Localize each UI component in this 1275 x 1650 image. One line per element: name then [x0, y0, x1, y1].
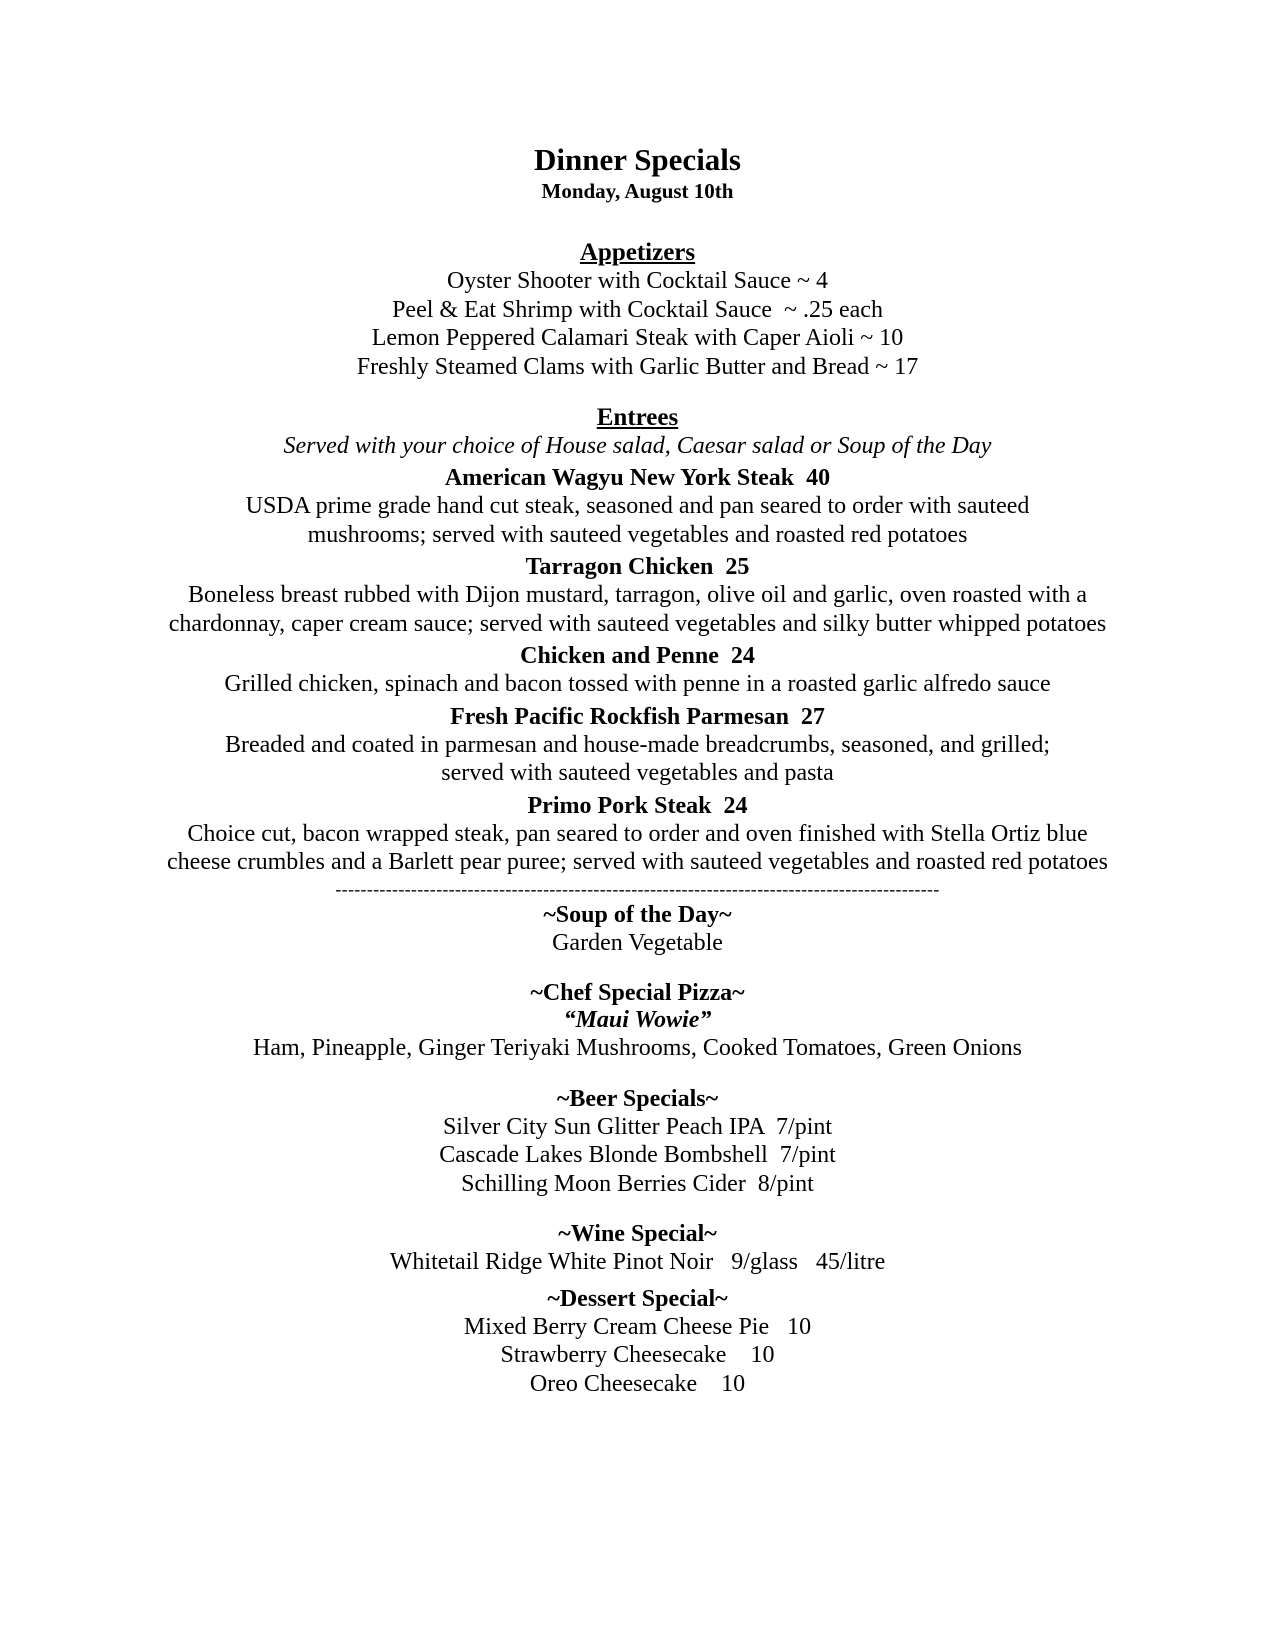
pizza-heading: ~Chef Special Pizza~: [530, 980, 745, 1006]
dessert-item: Oreo Cheesecake 10: [529, 1370, 746, 1397]
appetizer-item: Lemon Peppered Calamari Steak with Caper Aioli ~ 10: [371, 325, 904, 351]
soup-item: Garden Vegetable: [552, 929, 723, 956]
entrees-heading: Entrees: [596, 404, 679, 431]
entree-title: American Wagyu New York Steak 40: [444, 465, 831, 491]
entree-item: [0, 792, 1275, 877]
entree-item: [0, 553, 1275, 638]
spacer: [0, 1198, 1275, 1220]
wine-heading: ~Wine Special~: [558, 1221, 717, 1247]
entree-item: [0, 464, 1275, 549]
entree-title: Tarragon Chicken 25: [525, 554, 750, 580]
spacer: [0, 204, 1275, 238]
section-divider: ------------------------------------------------------------------------------------------------: [335, 878, 940, 899]
entree-description: cheese crumbles and a Barlett pear puree; served with sauteed vegetables and roasted red potatoes: [167, 849, 1108, 875]
wine-item: Whitetail Ridge White Pinot Noir 9/glass 45/litre: [389, 1249, 886, 1275]
pizza-section: [0, 979, 1275, 1063]
beer-item: Silver City Sun Glitter Peach IPA 7/pint: [442, 1113, 833, 1140]
dessert-heading: ~Dessert Special~: [547, 1285, 728, 1312]
pizza-name: “Maui Wowie”: [563, 1007, 712, 1033]
entree-description: chardonnay, caper cream sauce; served with sauteed vegetables and silky butter whipped potatoes: [168, 610, 1107, 637]
entree-description: mushrooms; served with sauteed vegetables and roasted red potatoes: [307, 521, 968, 548]
wine-section: [0, 1220, 1275, 1277]
soup-section: [0, 901, 1275, 958]
entree-title: Fresh Pacific Rockfish Parmesan 27: [450, 703, 825, 730]
spacer: [0, 1277, 1275, 1285]
appetizer-item: Oyster Shooter with Cocktail Sauce ~ 4: [447, 268, 828, 294]
dessert-section: [0, 1285, 1275, 1399]
appetizers-heading: Appetizers: [579, 239, 696, 266]
page-title: Dinner Specials: [534, 142, 741, 177]
entrees-section: [0, 403, 1275, 877]
dessert-item: Mixed Berry Cream Cheese Pie 10: [463, 1313, 812, 1340]
entree-title: Primo Pork Steak 24: [527, 792, 748, 819]
appetizer-item: Freshly Steamed Clams with Garlic Butter and Bread ~ 17: [356, 353, 919, 380]
dessert-item: Strawberry Cheesecake 10: [500, 1342, 775, 1368]
spacer: [0, 381, 1275, 403]
entree-description: served with sauteed vegetables and pasta: [441, 760, 834, 786]
entree-description: USDA prime grade hand cut steak, seasoned and pan seared to order with sauteed: [245, 493, 1030, 519]
appetizer-item: Peel & Eat Shrimp with Cocktail Sauce ~ .25 each: [392, 296, 883, 323]
menu-date: Monday, August 10th: [541, 179, 734, 203]
beer-section: [0, 1085, 1275, 1199]
entree-description: Grilled chicken, spinach and bacon tossed with penne in a roasted garlic alfredo sauce: [224, 671, 1051, 697]
entree-title: Chicken and Penne 24: [520, 643, 755, 669]
entrees-note: Served with your choice of House salad, Caesar salad or Soup of the Day: [283, 433, 992, 459]
beer-item: Schilling Moon Berries Cider 8/pint: [461, 1170, 814, 1197]
spacer: [0, 1063, 1275, 1085]
beer-heading: ~Beer Specials~: [556, 1085, 719, 1112]
beer-item: Cascade Lakes Blonde Bombshell 7/pint: [439, 1142, 836, 1168]
appetizers-section: [0, 238, 1275, 381]
pizza-description: Ham, Pineapple, Ginger Teriyaki Mushrooms, Cooked Tomatoes, Green Onions: [253, 1035, 1022, 1061]
entree-item: [0, 703, 1275, 788]
entree-description: Breaded and coated in parmesan and house-made breadcrumbs, seasoned, and grilled;: [224, 731, 1051, 758]
spacer: [0, 957, 1275, 979]
entree-description: Choice cut, bacon wrapped steak, pan seared to order and oven finished with Stella Ortiz blue: [187, 820, 1088, 847]
entree-item: [0, 642, 1275, 699]
entree-description: Boneless breast rubbed with Dijon mustard, tarragon, olive oil and garlic, oven roasted with a: [187, 582, 1088, 608]
soup-heading: ~Soup of the Day~: [543, 901, 732, 928]
